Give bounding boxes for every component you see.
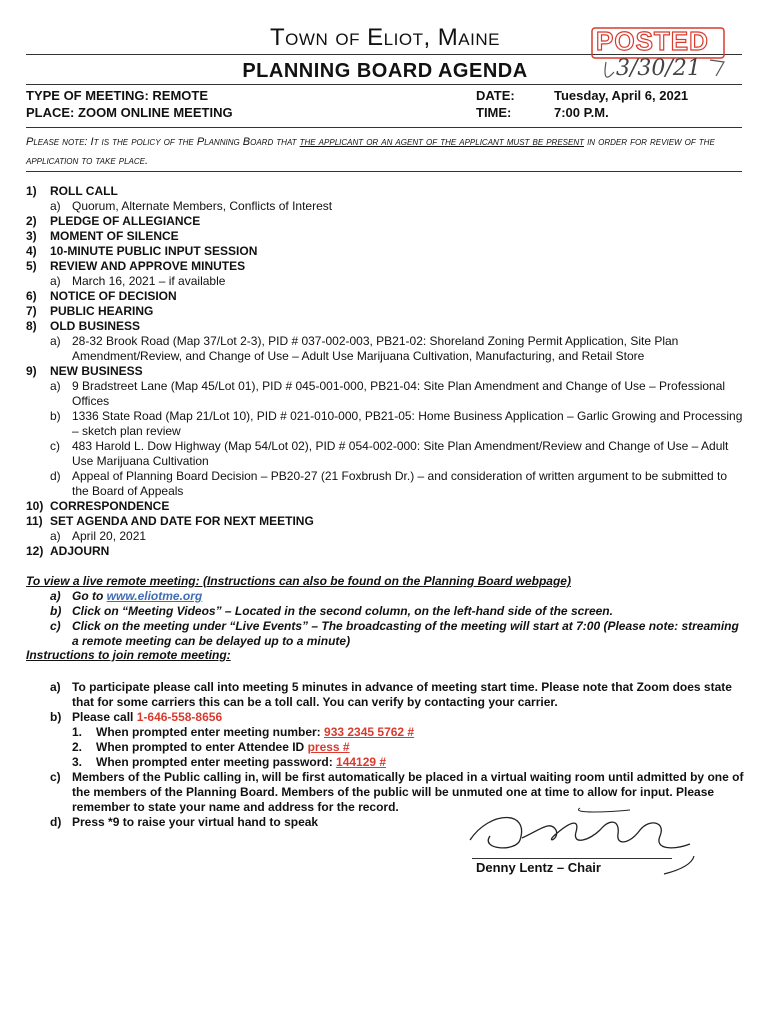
policy-note-tail: in order for review of the application to take place. [26, 136, 715, 167]
agenda-item-number: 6) [26, 289, 37, 303]
header-rule-bottom [26, 84, 742, 85]
view-step-a-letter: a) [50, 589, 61, 603]
agenda-subitem [26, 334, 746, 364]
policy-note-lead: Please note: It is the policy of the Planning Board that [26, 136, 300, 148]
chair-name: Denny Lentz – Chair [476, 860, 601, 875]
agenda-item [26, 229, 746, 244]
agenda-subitem-text: 9 Bradstreet Lane (Map 45/Lot 01), PID # 045-001-000, PB21-04: Site Plan Amendment and Change of Use – Professional Offices [72, 379, 726, 408]
meeting-type-value: REMOTE [152, 88, 209, 103]
agenda-item-title: SET AGENDA AND DATE FOR NEXT MEETING [50, 514, 314, 528]
agenda-subitem [26, 274, 746, 289]
date-value: Tuesday, April 6, 2021 [554, 88, 689, 103]
join-step-c-text: Members of the Public calling in, will be first automatically be placed in a virtual waiting room until admitted by one of the members of the Planning Board. Members of the public will be unmuted one at time to allow for input. Please remember to state your name and address for the record. [72, 770, 744, 814]
agenda-subitem-letter: a) [50, 379, 61, 393]
agenda-subitem [26, 469, 746, 499]
meeting-type-label: TYPE OF MEETING: [26, 88, 149, 103]
join-call-step [26, 725, 746, 740]
join-call-step-value: 933 2345 5762 # [324, 725, 415, 739]
join-step-a-letter: a) [50, 680, 61, 694]
agenda-item-number: 8) [26, 319, 37, 333]
agenda-item [26, 184, 746, 199]
agenda-item [26, 319, 746, 334]
agenda-subitem-letter: c) [50, 439, 60, 453]
join-step-c-letter: c) [50, 770, 61, 784]
agenda-item [26, 514, 746, 529]
meeting-place-value: ZOOM ONLINE MEETING [78, 105, 233, 120]
agenda-item-title: REVIEW AND APPROVE MINUTES [50, 259, 246, 273]
signature-line [472, 858, 672, 859]
agenda-item-number: 2) [26, 214, 37, 228]
agenda-subitem-letter: d) [50, 469, 61, 483]
join-step-b-letter: b) [50, 710, 62, 724]
join-call-step-text: When prompted enter meeting password: [96, 755, 337, 769]
agenda-subitem [26, 199, 746, 214]
time-label: TIME: [476, 105, 512, 120]
join-instructions-heading: Instructions to join remote meeting: [26, 648, 231, 662]
view-step-b-text: Click on “Meeting Videos” – Located in the second column, on the left-hand side of the screen. [72, 604, 613, 618]
join-call-step-text: When prompted enter meeting number: [96, 725, 325, 739]
meeting-type [26, 88, 208, 103]
time-value: 7:00 P.M. [554, 105, 609, 120]
agenda-item [26, 544, 746, 559]
agenda-subitem-text: Appeal of Planning Board Decision – PB20-27 (21 Foxbrush Dr.) – and consideration of written argument to be submitted to the Board of Appeals [72, 469, 728, 498]
meeting-place-label: PLACE: [26, 105, 75, 120]
join-step-d-letter: d) [50, 815, 62, 829]
agenda-item-title: OLD BUSINESS [50, 319, 141, 333]
note-rule-bottom [26, 171, 742, 172]
join-step-a-text: To participate please call into meeting 5 minutes in advance of meeting start time. Please note that Zoom does state that for some carriers this can be a toll call. You can verify by contacting your carrier. [72, 680, 732, 709]
agenda-subitem-letter: a) [50, 529, 61, 543]
eliot-website-link[interactable]: www.eliotme.org [106, 589, 203, 603]
join-call-step-number: 1. [72, 725, 83, 739]
town-name: Town of Eliot, Maine [270, 24, 500, 51]
agenda-item-number: 11) [26, 514, 43, 528]
agenda-subitem-text: March 16, 2021 – if available [72, 274, 226, 288]
join-call-steps [26, 725, 746, 770]
agenda-item-title: PUBLIC HEARING [50, 304, 154, 318]
view-step-a-text: Go to [72, 589, 107, 603]
agenda-item [26, 304, 746, 319]
agenda-item-title: ADJOURN [50, 544, 110, 558]
agenda-item-number: 12) [26, 544, 44, 558]
policy-note [26, 133, 746, 171]
agenda-item [26, 289, 746, 304]
agenda-item-number: 3) [26, 229, 37, 243]
agenda-subitem-text: 483 Harold L. Dow Highway (Map 54/Lot 02), PID # 054-002-000: Site Plan Amendment/Review and Change of Use – Adult Use Marijuana Cultivation [72, 439, 729, 468]
join-step-b-text: Please call [72, 710, 137, 724]
agenda-item-title: NEW BUSINESS [50, 364, 143, 378]
view-step-b [26, 604, 746, 619]
agenda-item [26, 244, 746, 259]
join-call-step [26, 755, 746, 770]
agenda-item-number: 9) [26, 364, 37, 378]
agenda-subitem-letter: a) [50, 334, 61, 348]
posted-stamp-label: POSTED [596, 26, 709, 56]
agenda-item [26, 499, 746, 514]
view-instructions-heading: To view a live remote meeting: (Instructions can also be found on the Planning Board webpage) [26, 574, 571, 588]
agenda-item [26, 259, 746, 274]
join-call-step-number: 2. [72, 740, 83, 754]
agenda-subitem [26, 529, 746, 544]
agenda-subitem-text: 1336 State Road (Map 21/Lot 10), PID # 021-010-000, PB21-05: Home Business Application – Garlic Growing and Processing – sketch plan review [72, 409, 743, 438]
agenda-item-number: 7) [26, 304, 37, 318]
policy-note-underlined: the applicant or an agent of the applicant must be present [299, 136, 585, 148]
join-call-step [26, 740, 746, 755]
agenda-item-title: CORRESPONDENCE [50, 499, 170, 513]
agenda-item [26, 214, 746, 229]
signature-tail-stroke [660, 850, 700, 880]
agenda-subitem-text: 28-32 Brook Road (Map 37/Lot 2-3), PID # 037-002-003, PB21-02: Shoreland Zoning Permit Application, Site Plan Amendment/Review, and Change of Use – Adult Use Marijuana Cultivation, Manufacturing, and Retail Store [72, 334, 679, 363]
agenda-item-number: 1) [26, 184, 37, 198]
posted-stamp [590, 26, 728, 81]
agenda-subitem-letter: b) [50, 409, 61, 423]
view-step-c-text: Click on the meeting under “Live Events” – The broadcasting of the meeting will start at 7:00 (Please note: streaming a remote meeting can be delayed up to a minute) [72, 619, 739, 648]
agenda-subitem-letter: a) [50, 199, 61, 213]
join-call-step-value: press # [307, 740, 350, 754]
join-call-step-value: 144129 # [336, 755, 387, 769]
view-step-b-letter: b) [50, 604, 62, 618]
join-step-d-text: Press *9 to raise your virtual hand to speak [72, 815, 319, 829]
agenda-item-number: 4) [26, 244, 37, 258]
agenda-subitem-text: Quorum, Alternate Members, Conflicts of Interest [72, 199, 333, 213]
agenda-item-title: ROLL CALL [50, 184, 118, 198]
agenda-item-number: 5) [26, 259, 37, 273]
view-step-c-letter: c) [50, 619, 61, 633]
agenda-title: PLANNING BOARD AGENDA [242, 60, 528, 82]
agenda-item-title: MOMENT OF SILENCE [50, 229, 179, 243]
join-call-step-text: When prompted to enter Attendee ID [96, 740, 308, 754]
agenda-subitem-letter: a) [50, 274, 61, 288]
agenda-item-number: 10) [26, 499, 44, 513]
view-instructions [26, 574, 746, 649]
agenda-subitem [26, 409, 746, 439]
agenda-item-title: NOTICE OF DECISION [50, 289, 177, 303]
view-step-c [26, 619, 746, 649]
join-step-b [26, 710, 746, 725]
agenda-item-title: 10-MINUTE PUBLIC INPUT SESSION [50, 244, 258, 258]
view-step-a [26, 589, 746, 604]
agenda-list [26, 184, 746, 559]
posted-stamp-date: 3/30/21 [616, 56, 701, 81]
agenda-subitem [26, 379, 746, 409]
agenda-subitem-text: April 20, 2021 [72, 529, 147, 543]
note-rule-top [26, 127, 742, 128]
agenda-subitem [26, 439, 746, 469]
date-label: DATE: [476, 88, 515, 103]
agenda-item [26, 364, 746, 379]
join-step-a [26, 680, 746, 710]
join-call-step-number: 3. [72, 755, 83, 769]
dial-in-phone-number[interactable]: 1-646-558-8656 [136, 710, 223, 724]
agenda-item-title: PLEDGE OF ALLEGIANCE [50, 214, 201, 228]
meeting-place [26, 105, 233, 120]
